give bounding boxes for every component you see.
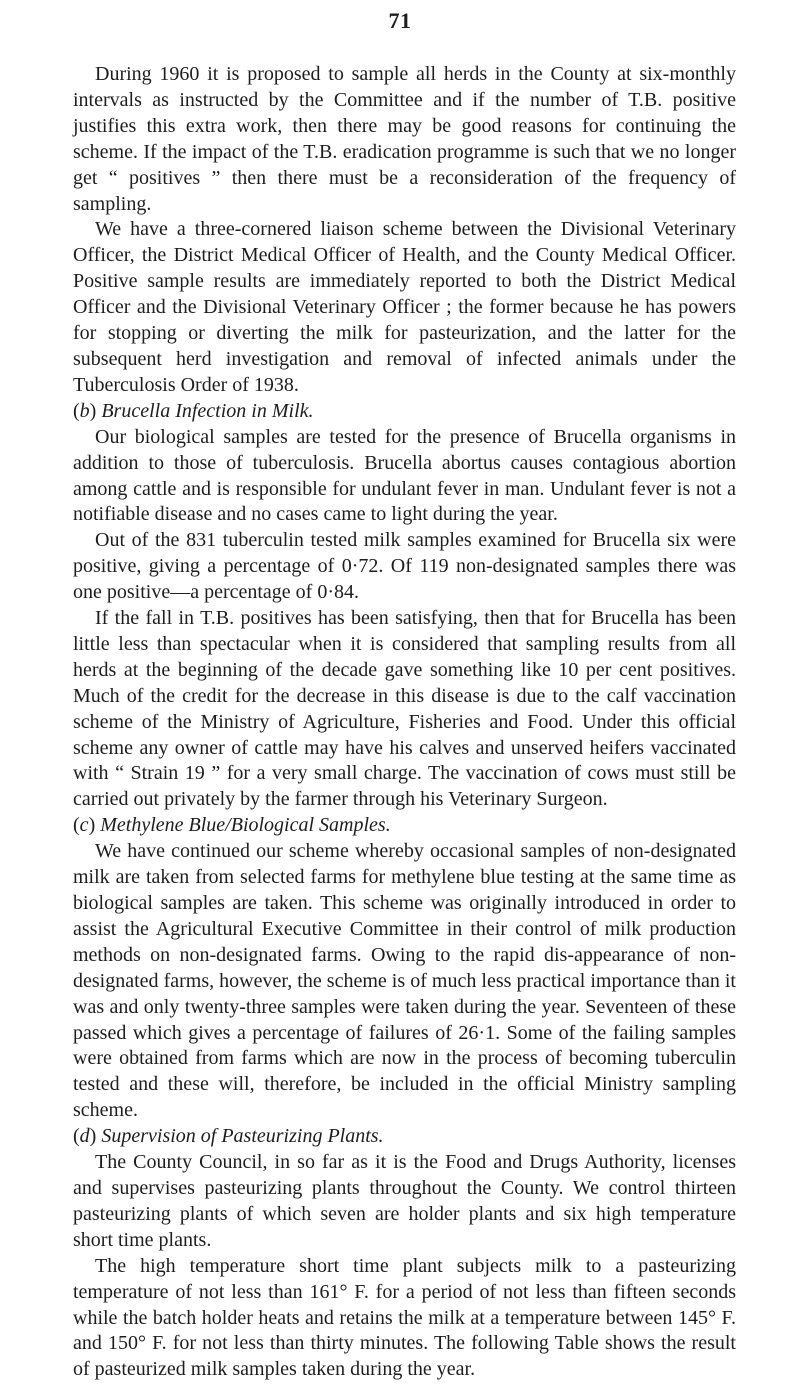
paragraph: During 1960 it is proposed to sample all herds in the County at six-monthly intervals as instructed by the Committee and if the number of T.B. positive justifies this extra work, then there may be good reasons for continuing the scheme. If the impact of the T.B. eradication programme is such that we no longer get “ positives ” then there must be a reconsideration of the frequency of sampling. xyxy=(73,63,736,215)
paragraph: The County Council, in so far as it is the Food and Drugs Authority, licenses and supervises pasteurizing plants throughout the County. We control thirteen pasteurizing plants of which seven are holder plants and six high temperature short time plants. xyxy=(73,1151,736,1251)
paragraph: We have a three-cornered liaison scheme between the Divisional Veterinary Officer, the District Medical Officer of Health, and the County Medical Officer. Positive sample results are immediately reported to both the District Medical Officer and the Divisional Veterinary Officer ; the former because he has powers for stopping or diverting the milk for pasteurization, and the latter for the subsequent herd investigation and removal of infected animals under the Tuberculosis Order of 1938. xyxy=(73,218,736,396)
page-body xyxy=(73,62,736,1383)
section-heading-b: (b) Brucella Infection in Milk. xyxy=(73,399,314,422)
section-heading-d: (d) Supervision of Pasteurizing Plants. xyxy=(73,1125,384,1148)
paragraph: Our biological samples are tested for the presence of Brucella organisms in addition to those of tuberculosis. Brucella abortus causes contagious abortion among cattle and is responsible for undulant fever in man. Undulant fever is not a notifiable disease and no cases came to light during the year. xyxy=(73,425,736,526)
section-title: Supervision of Pasteurizing Plants. xyxy=(101,1125,384,1148)
section-letter: b xyxy=(79,399,90,422)
paragraph: If the fall in T.B. positives has been satisfying, then that for Brucella has been little less than spectacular when it is considered that sampling results from all herds at the beginning of the decade gave something like 10 per cent positives. Much of the credit for the decrease in this disease is due to the calf vaccination scheme of the Ministry of Agriculture, Fisheries and Food. Under this official scheme any owner of cattle may have his calves and unserved heifers vaccinated with “ Strain 19 ” for a very small charge. The vaccination of cows must still be carried out privately by the farmer through his Veterinary Surgeon. xyxy=(73,607,736,811)
page-number: 71 xyxy=(388,8,412,33)
section-heading-c: (c) Methylene Blue/Biological Samples. xyxy=(73,814,391,837)
section-letter: d xyxy=(79,1125,90,1148)
section-title: Methylene Blue/Biological Samples. xyxy=(100,814,391,837)
section-title: Brucella Infection in Milk. xyxy=(101,399,314,422)
paragraph: We have continued our scheme whereby occasional samples of non-designated milk are taken from selected farms for methylene blue testing at the same time as biological samples are taken. This scheme was originally introduced in order to assist the Agricultural Executive Committee in their control of milk production methods on non-designated farms. Owing to the rapid dis-appearance of non-designated farms, however, the scheme is of much less practical importance than it was and only twenty-three samples were taken during the year. Seventeen of these passed which gives a percentage of failures of 26·1. Some of the failing samples were obtained from farms which are now in the process of becoming tuberculin tested and these will, therefore, be included in the official Ministry sampling scheme. xyxy=(73,840,736,1122)
paragraph: Out of the 831 tuberculin tested milk samples examined for Brucella six were positive, giving a percentage of 0·72. Of 119 non-designated samples there was one positive—a percentage of 0·84. xyxy=(73,529,736,604)
section-letter: c xyxy=(79,814,89,837)
paragraph: The high temperature short time plant subjects milk to a pasteurizing temperature of not less than 161° F. for a period of not less than fifteen seconds while the batch holder heats and retains the milk at a temperature between 145° F. and 150° F. for not less than thirty minutes. The following Table shows the result of pasteurized milk samples taken during the year. xyxy=(73,1254,736,1381)
